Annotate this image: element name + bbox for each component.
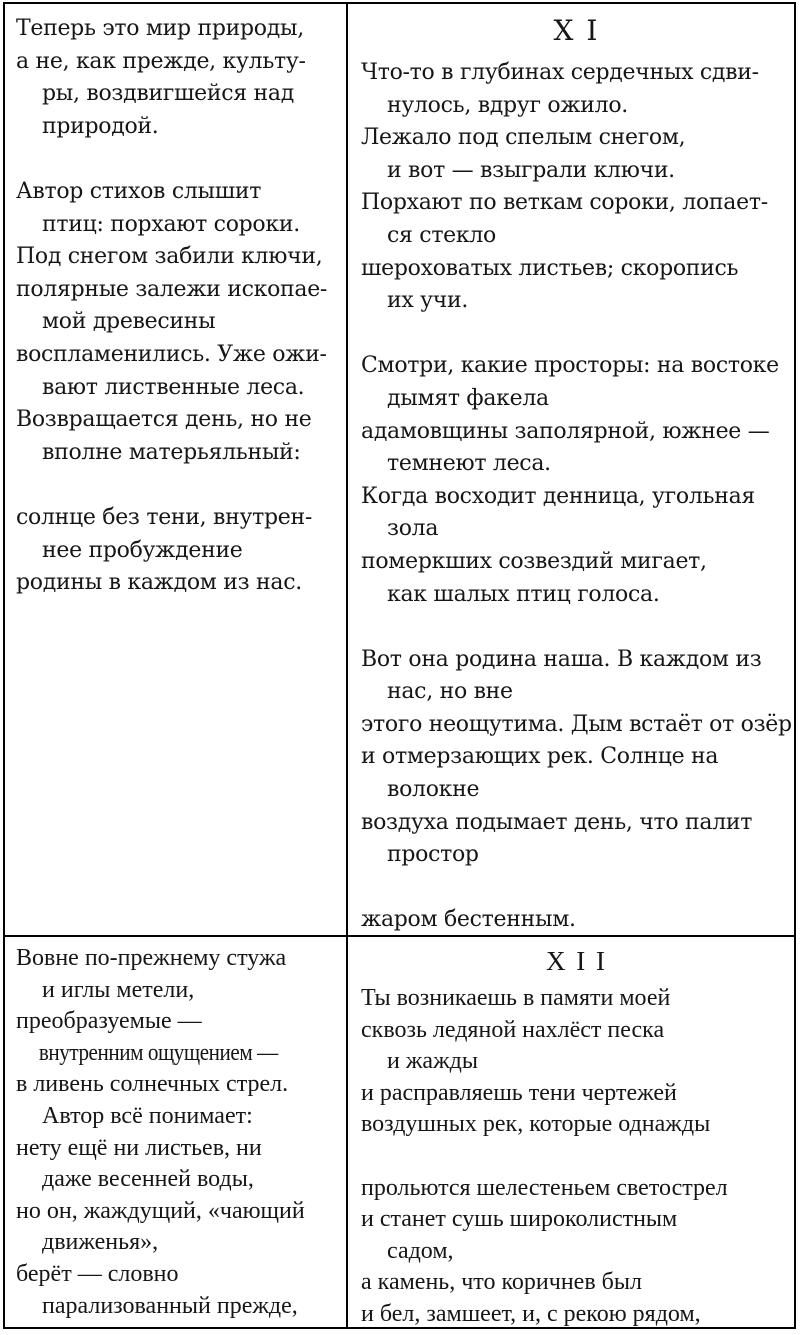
text-line: воздуха подымает день, что палит	[361, 809, 753, 835]
text-line: полярные залежи ископае-	[16, 276, 328, 302]
text-line: Смотри, какие просторы: на востоке	[361, 353, 779, 379]
text-line: Что-то в глубинах сердечных сдви-	[361, 60, 759, 85]
text-line: и отмерзающих рек. Солнце на	[361, 744, 719, 770]
text-line: а камень, что коричнев был	[361, 1269, 642, 1296]
text-line: а не, как прежде, культу-	[16, 48, 306, 74]
commentary-text-2	[16, 943, 344, 1322]
text-line: Автор всё понимает:	[42, 1102, 253, 1129]
commentary-cell-bottom-left	[5, 937, 348, 1327]
text-line: как шалых птиц голоса.	[387, 581, 660, 607]
text-line: ры, воздвигшейся над	[42, 81, 294, 107]
text-line: адамовщины заполярной, южнее —	[361, 418, 770, 444]
text-line: берёт — словно	[16, 1260, 179, 1287]
commentary-text-1	[16, 13, 344, 600]
text-line: их учи.	[387, 288, 469, 314]
text-line: нулось, вдруг ожило.	[387, 92, 628, 118]
text-line: простор	[387, 842, 479, 868]
text-line: Вовне по-прежнему стужа	[16, 945, 287, 971]
text-line: садом,	[387, 1237, 454, 1264]
text-line: Порхают по веткам сороки, лопает-	[361, 190, 768, 216]
text-line: Вот она родина наша. В каждом из	[361, 646, 762, 672]
text-line: нее пробуждение	[42, 537, 243, 563]
blank-line	[16, 469, 344, 502]
text-line: Возвращается день, но не	[16, 407, 312, 433]
blank-line	[361, 318, 792, 351]
text-line: преобразуемые —	[16, 1008, 202, 1035]
poem-xi-text	[361, 57, 792, 937]
text-line: и вот — взыграли ключи.	[387, 157, 675, 183]
text-line: природой.	[42, 113, 159, 139]
text-line: в ливень солнечных стрел.	[16, 1071, 289, 1098]
text-line: родины в каждом из нас.	[16, 570, 302, 596]
text-line: и расправляешь тени чертежей	[361, 1079, 677, 1106]
blank-line	[16, 143, 344, 176]
text-line: Автор стихов слышит	[16, 178, 262, 204]
poem-xii-heading: X I I	[546, 946, 607, 976]
text-line: вполне матерьяльный:	[42, 439, 301, 465]
poem-xii-cell	[348, 937, 794, 1327]
text-line: внутренним ощущением —	[38, 1039, 278, 1066]
text-line: мой древесины	[42, 309, 216, 335]
text-line: Лежало под спелым снегом,	[361, 125, 686, 151]
text-line: волокне	[387, 777, 480, 803]
text-line: вают лиственные леса.	[42, 374, 305, 400]
text-line: зола	[387, 516, 439, 542]
text-line: ся стекло	[387, 222, 496, 248]
text-line: Теперь это мир природы,	[16, 16, 304, 41]
text-line: жаром бестенным.	[361, 907, 576, 933]
text-line: прольются шелестеньем светострел	[361, 1174, 728, 1201]
text-line: шероховатых листьев; скоропись	[361, 255, 739, 281]
text-line: движенья»,	[42, 1229, 159, 1256]
text-line: птиц: порхают сороки.	[42, 211, 300, 237]
text-line: и бел, замшеет, и, с рекою рядом,	[361, 1300, 701, 1327]
text-line: и станет сушь широколистным	[361, 1206, 678, 1233]
text-line: и иглы метели,	[42, 976, 195, 1003]
text-line: нету ещё ни листьев, ни	[16, 1134, 262, 1161]
text-line: померкших созвездий мигает,	[361, 548, 707, 574]
blank-line	[361, 1141, 792, 1173]
page-table	[3, 2, 796, 1329]
text-line: Под снегом забили ключи,	[16, 244, 323, 270]
text-line: дымят факела	[387, 385, 549, 411]
text-line: но он, жаждущий, «чающий	[16, 1197, 305, 1224]
text-line: Когда восходит денница, угольная	[361, 483, 755, 509]
text-line: солнце без тени, внутрен-	[16, 504, 312, 530]
text-line: нас, но вне	[387, 679, 513, 705]
text-line: воздушных рек, которые однажды	[361, 1111, 711, 1138]
text-line: и жажды	[387, 1048, 478, 1075]
text-line: парализованный прежде,	[42, 1292, 298, 1319]
text-line: темнеют леса.	[387, 451, 551, 477]
blank-line	[361, 611, 792, 644]
poem-xi-heading: X I	[553, 14, 600, 47]
text-line: Ты возникаешь в памяти моей	[361, 985, 671, 1011]
text-line: этого неощутима. Дым встаёт от озёр	[361, 711, 792, 737]
text-line: сквозь ледяной нахлёст песка	[361, 1016, 665, 1043]
text-line: воспламенились. Уже ожи-	[16, 341, 327, 367]
text-line: даже весенней воды,	[42, 1166, 254, 1193]
poem-xi-cell	[348, 4, 794, 937]
poem-xii-text	[361, 983, 792, 1327]
commentary-cell-top-left	[5, 4, 348, 937]
blank-line	[361, 872, 792, 905]
